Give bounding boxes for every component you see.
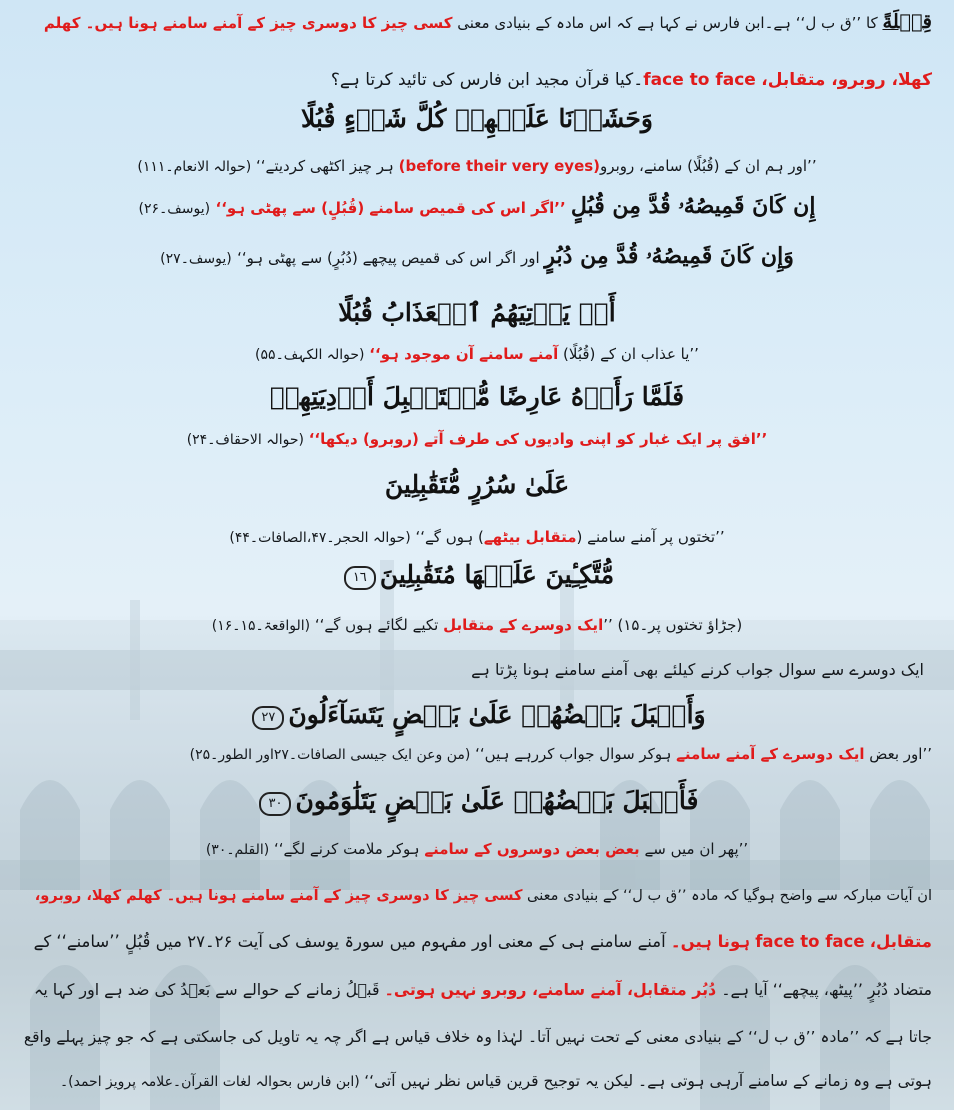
text-span: ’’تختوں پر آمنے سامنے ( — [576, 528, 725, 546]
ayah-number-badge: ٢٧ — [252, 706, 284, 730]
translation-anam — [22, 157, 932, 176]
intro-line-2 — [22, 70, 932, 90]
reference: (حوالہ الانعام۔۱۱۱) — [137, 159, 252, 175]
conclusion-line-3 — [22, 980, 932, 1000]
reference: (حوالہ الحجر۔۴۷،الصافات۔۴۴) — [229, 530, 411, 546]
text-span: ’’یا عذاب ان کے (قُبُلًا) — [558, 345, 699, 363]
english-phrase: (before their very eyes) — [398, 157, 601, 175]
english-phrase: face to face — [755, 932, 865, 951]
translation-hijr — [22, 528, 932, 547]
highlight-red: کسی چیز کا دوسری چیز کے آمنے سامنے ہونا ہیں۔ کھلم — [43, 14, 453, 32]
conclusion-line-1 — [22, 885, 932, 905]
reference: (الواقعۃ۔۱۵۔۱۶) — [211, 618, 311, 634]
text-span: ’’اور ہم ان کے (قُبُلًا) سامنے، روبرو — [600, 157, 817, 175]
english-phrase: face to face — [643, 70, 756, 90]
highlight-red: متقابل بیٹھے — [483, 528, 577, 546]
quran-word-highlight: مُّتَقَٰبِلِينَ — [384, 470, 461, 499]
highlight-red: بعض بعض دوسروں کے سامنے — [424, 840, 640, 858]
ayah-number-badge: ١٦ — [344, 566, 376, 590]
ayah-ahqaf-24 — [22, 382, 932, 412]
arabic-word-qiblah: قِبۡلَةً — [882, 10, 932, 33]
highlight-red: ’’افق پر ایک غبار کو اپنی وادیوں کی طرف آتے (روبرو) دیکھا‘‘ — [308, 430, 768, 448]
text-span: تکیے لگائے ہوں گے‘‘ — [314, 616, 444, 634]
quran-verse: عَلَىٰ سُرُرٍ — [460, 470, 570, 499]
quran-verse: أَوۡ يَأۡتِيَهُمُ ٱلۡعَذَابُ قُبُلًا — [338, 298, 616, 327]
reference: (حوالہ الکہف۔۵۵) — [255, 347, 365, 363]
ayah-qalam-30 — [22, 786, 932, 816]
reference: (من وعن ایک جیسی الصافات۔۲۷اور الطور۔۲۵) — [189, 747, 471, 763]
reference: (حوالہ الاحقاف۔۲۴) — [186, 432, 304, 448]
ayah-saffat-27 — [22, 700, 932, 730]
reference: (یوسف۔۲۶) — [138, 201, 211, 217]
text-span: ایک دوسرے سے سوال جواب کرنے کیلئے بھی آمنے سامنے ہونا پڑتا ہے — [471, 660, 924, 679]
quran-verse: إِن كَانَ قَمِيصُهُۥ قُدَّ مِن قُبُلٍ — [570, 193, 816, 219]
quran-verse: فَلَمَّا رَأَوۡهُ عَارِضًا مُّسۡتَقۡبِلَ أَوۡدِيَتِهِمۡ — [269, 382, 685, 411]
text-span: اور اگر اس کی قمیص پیچھے (دُبُرٍ) سے پھٹی ہو‘‘ — [237, 249, 545, 267]
translation-ahqaf — [22, 430, 932, 449]
ayah-hijr-47 — [22, 470, 932, 500]
text-span: ) ہوں گے‘‘ — [415, 528, 484, 546]
ayah-waqiah-16 — [22, 560, 932, 590]
text-span: ہر چیز اکٹھی کردیتے‘‘ — [256, 157, 399, 175]
reference: (یوسف۔۲۷) — [160, 251, 232, 267]
ayah-kahf-55 — [22, 298, 932, 328]
text-span: ہوتی ہے وہ زمانے کے سامنے آرہی ہوتی ہے۔ لیکن یہ توجیح قرین قیاس نظر نہیں آتی‘‘ — [364, 1072, 932, 1090]
text-span: کا ’’ق ب ل‘‘ ہے۔ابن فارس نے کہا ہے کہ اس مادہ کے بنیادی معنی — [452, 14, 883, 32]
highlight-red: ایک دوسرے کے آمنے سامنے — [676, 745, 865, 763]
highlight-red: ہونا ہیں۔ — [670, 932, 750, 951]
text-span: قَبۡلُ زمانے کے حوالے سے بَعۡدُ کی ضد ہے اور کہا یہ — [34, 980, 385, 999]
statement-question-answer — [22, 660, 924, 679]
highlight-red: متقابل، — [869, 932, 932, 951]
highlight-red: دُبُر متقابل، آمنے سامنے، روبرو نہیں ہوتی۔ — [384, 980, 717, 999]
highlight-red: ایک دوسرے کے متقابل — [443, 616, 604, 634]
quran-verse: فَأَقۡبَلَ بَعۡضُهُمۡ عَلَىٰ بَعۡضٍ يَتَلَٰوَمُونَ — [295, 786, 699, 815]
conclusion-line-4 — [22, 1028, 932, 1047]
text-span: ہوکر سوال جواب کررہے ہیں‘‘ — [475, 745, 677, 763]
translation-kahf — [22, 345, 932, 364]
text-span: ’’پھر ان میں سے — [639, 840, 749, 858]
ayah-anam-111 — [22, 104, 932, 134]
highlight-red: ’’اگر اس کی قمیص سامنے (قُبُلٍ) سے پھٹی ہو‘‘ — [215, 199, 571, 217]
highlight-red: کسی چیز کا دوسری چیز کے آمنے سامنے ہونا ہیں۔ کھلم کھلا، روبرو، — [34, 887, 523, 904]
ayah-number-badge: ٣٠ — [259, 792, 291, 816]
text-span: (جڑاؤ تختوں پر۔۱۵) ’’ — [603, 616, 743, 634]
quran-verse: وَأَقۡبَلَ بَعۡضُهُمۡ عَلَىٰ بَعۡضٍ يَتَسَآءَلُونَ — [288, 700, 706, 729]
reference: (ابن فارس بحوالہ لغات القرآن۔علامہ پرویز احمد)۔ — [59, 1074, 365, 1090]
translation-qalam — [22, 840, 932, 859]
text-span: آمنے سامنے ہی کے معنی اور مفہوم میں سورۃ یوسف کی آیت ۲۶۔۲۷ میں قُبُلٍ ’’سامنے‘‘ کے — [33, 932, 671, 951]
highlight-red: کھلا، روبرو، متقابل، — [761, 70, 932, 90]
ayah-yusuf-26 — [22, 193, 932, 219]
conclusion-line-2 — [22, 932, 932, 952]
quran-verse: وَحَشَرۡنَا عَلَيۡهِمۡ كُلَّ شَىۡءٍ قُبُلًا — [301, 104, 653, 133]
text-span: ’’اور بعض — [864, 745, 932, 763]
quran-verse: مُّتَّكِـِٔينَ عَلَيۡهَا مُتَقَٰبِلِينَ — [379, 560, 615, 589]
text-span: متضاد دُبُرٍ ’’پیٹھ، پیچھے‘‘ آیا ہے۔ — [716, 980, 932, 999]
translation-waqiah — [22, 616, 932, 635]
translation-saffat — [22, 745, 932, 764]
reference: (القلم۔۳۰) — [205, 842, 270, 858]
quran-verse: وَإِن كَانَ قَمِيصُهُۥ قُدَّ مِن دُبُرٍ — [544, 243, 794, 269]
intro-line-1 — [22, 10, 932, 33]
text-span: ہوکر ملامت کرنے لگے‘‘ — [273, 840, 425, 858]
text-span: ان آیات مبارکہ سے واضح ہوگیا کہ مادہ ’’ق ب ل‘‘ کے بنیادی معنی — [522, 887, 932, 904]
text-span: ۔کیا قرآن مجید ابن فارس کی تائید کرتا ہے؟ — [330, 70, 644, 90]
highlight-red: آمنے سامنے آن موجود ہو‘‘ — [369, 345, 559, 363]
ayah-yusuf-27 — [22, 243, 932, 269]
text-span: جاتا ہے کہ ’’مادہ ’’ق ب ل‘‘ کے بنیادی معنی کے تحت نہیں آتا۔ لہٰذا وہ خلاف قیاس ہے اگر چہ یہ تاویل کی جاسکتی ہے کہ جو چیز پہلے واقع — [23, 1028, 932, 1046]
conclusion-line-5 — [22, 1072, 932, 1091]
